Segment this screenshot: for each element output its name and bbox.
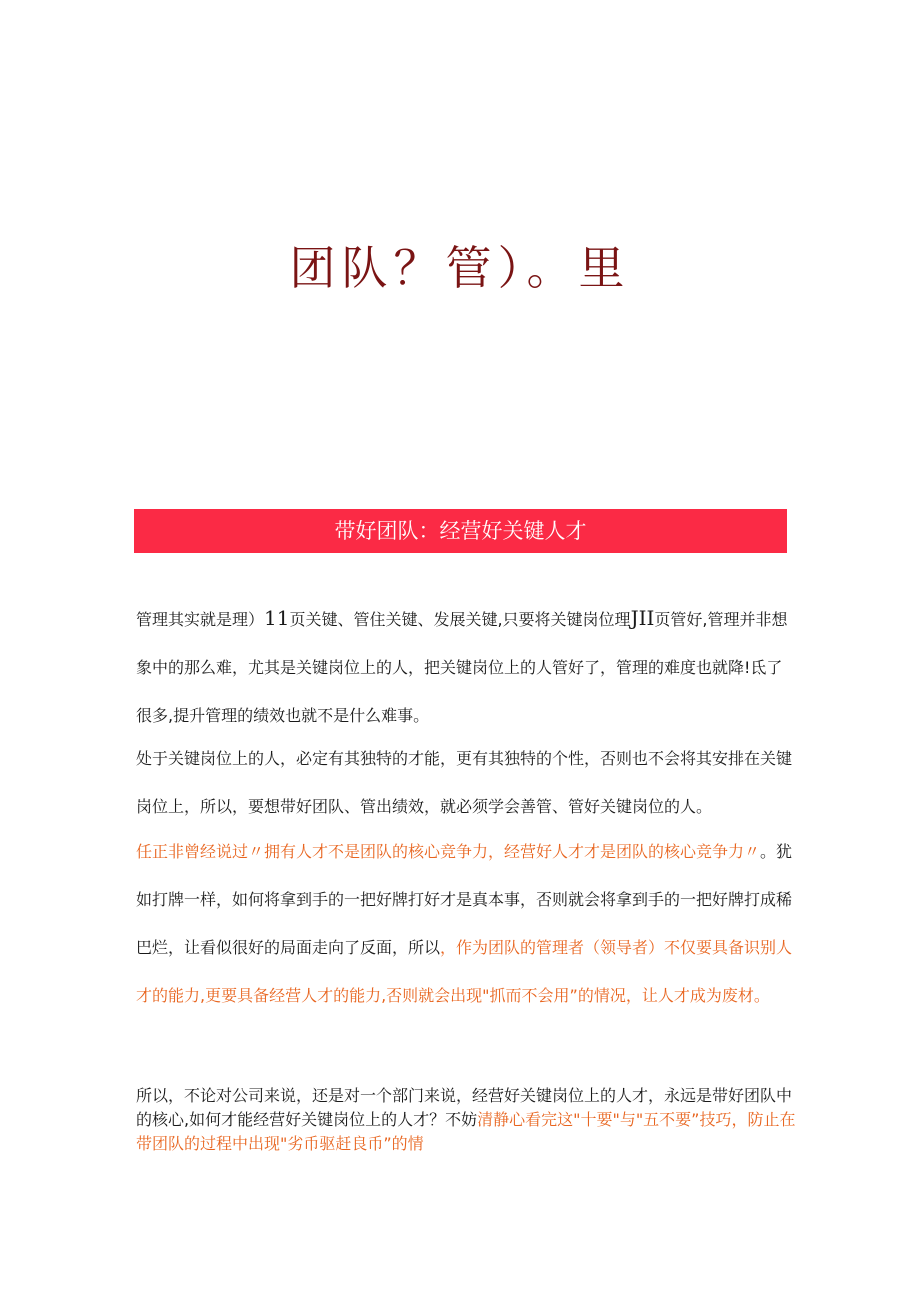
paragraph-2: 处于关键岗位上的人，必定有其独特的才能，更有其独特的个性，否则也不会将其安排在关键岗位上，所以，要想带好团队、管出绩效，就必须学会善管、管好关键岗位的人。: [136, 749, 793, 816]
section-banner: [134, 509, 787, 553]
paragraph-3-middle: 。犹如打牌一样，如何将拿到手的一把好牌打好才是真本事，否则就会将拿到手的一把好牌打成稀巴烂，让看似很好的局面走向了反面，所以: [136, 842, 793, 957]
paragraph-4: [136, 1084, 796, 1156]
paragraph-1-part-1: 管理其实就是理）: [136, 610, 265, 629]
paragraph-1: [136, 594, 796, 740]
paragraph-1-number: 11: [264, 606, 290, 630]
paragraph-1-part-3: 页管好,管理并非想象中的那么难，尤其是关键岗位上的人，把关键岗位上的人管好了，管理的难度也就降!氐了很多,提升管理的绩效也就不是什么难事。: [136, 610, 788, 725]
section-banner-text: 带好团队：经营好关键人才: [334, 519, 587, 543]
paragraph-3-quote: 任正非曾经说过〃拥有人才不是团队的核心竞争力，经营好人才才是团队的核心竞争力〃: [136, 842, 761, 861]
paragraph-1-part-2: 页关键、管住关键、发展关键,只要将关键岗位理: [289, 610, 631, 629]
paragraph-4-highlight: 清静心看完这"十要"与"五不要”技巧，防止在带团队的过程中出现"劣币驱赶良币”的情: [136, 1110, 796, 1153]
paragraph-4-text: 所以，不论对公司来说，还是对一个部门来说，经营好关键岗位上的人才，永远是带好团队中的核心,如何才能经营好关键岗位上的人才？不妨: [136, 1086, 793, 1129]
paragraph-3-highlight: ，作为团队的管理者（领导者）不仅要具备识别人才的能力,更要具备经营人才的能力,否则就会出现"抓而不会用”的情况，让人才成为废材。: [136, 938, 793, 1005]
paragraph-1-roman: JII: [630, 606, 655, 630]
document-title: 团队？管）。里: [289, 241, 631, 295]
paragraph-3: [136, 828, 796, 1020]
